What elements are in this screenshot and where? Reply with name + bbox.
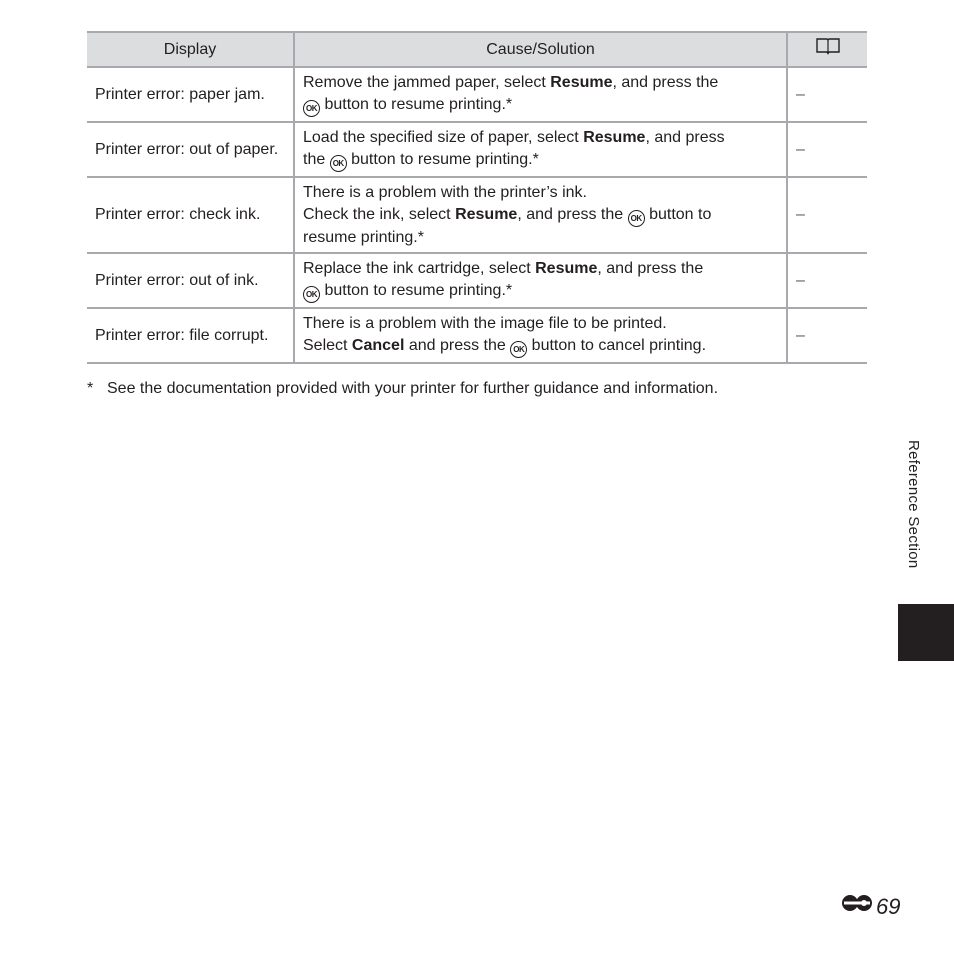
- cause-text: , and press the: [597, 260, 704, 277]
- section-side-label: Reference Section: [905, 440, 922, 569]
- cause-line: [303, 72, 778, 94]
- footnote-marker: *: [87, 380, 94, 397]
- cause-line: [303, 182, 778, 204]
- cause-text: There is a problem with the printer’s ink.: [303, 183, 587, 201]
- cause-text: , and press the: [517, 205, 628, 223]
- table-row: [87, 308, 867, 363]
- cause-text: resume printing.*: [303, 228, 424, 246]
- menu-option-label: Resume: [550, 74, 613, 91]
- book-icon: [815, 37, 841, 62]
- cause-text: , and press the: [612, 74, 719, 91]
- cause-text: Remove the jammed paper, select: [303, 74, 551, 91]
- table-row: [87, 67, 867, 122]
- cause-text: button to cancel printing.: [527, 337, 707, 354]
- header-display: Display: [87, 32, 294, 67]
- cause-text: , and press: [645, 129, 725, 146]
- cause-line: [303, 204, 778, 227]
- cause-text: button to resume printing.*: [320, 282, 513, 299]
- reference-cell: –: [787, 177, 867, 253]
- cause-text: Load the specified size of paper, select: [303, 129, 584, 146]
- cause-solution-cell: [294, 177, 787, 253]
- cause-text: and press the: [404, 337, 511, 354]
- table-header-row: [87, 32, 867, 67]
- cause-text: Check the ink, select: [303, 205, 456, 223]
- cause-line: [303, 127, 778, 149]
- display-cell: Printer error: out of ink.: [87, 253, 294, 308]
- cause-line: [303, 94, 778, 117]
- cause-text: the: [303, 151, 330, 168]
- display-cell: Printer error: file corrupt.: [87, 308, 294, 363]
- header-cause-solution: Cause/Solution: [294, 32, 787, 67]
- footnote-text: See the documentation provided with your printer for further guidance and information.: [107, 380, 719, 397]
- display-cell: Printer error: out of paper.: [87, 122, 294, 177]
- e-section-icon: [840, 892, 874, 922]
- cause-text: button to resume printing.*: [346, 151, 539, 168]
- menu-option-label: Resume: [455, 205, 518, 223]
- cause-line: [303, 313, 778, 335]
- reference-cell: –: [787, 67, 867, 122]
- table-row: [87, 177, 867, 253]
- cause-text: button to: [644, 205, 712, 223]
- reference-cell: –: [787, 253, 867, 308]
- ok-button-icon: OK: [510, 341, 527, 358]
- page-number-text: 69: [876, 894, 901, 919]
- table-row: [87, 122, 867, 177]
- reference-cell: –: [787, 122, 867, 177]
- table-row: [87, 253, 867, 308]
- printer-error-table: [87, 31, 867, 364]
- cause-text: Select: [303, 337, 352, 354]
- menu-option-label: Cancel: [351, 337, 405, 354]
- menu-option-label: Resume: [583, 129, 646, 146]
- footnote: [87, 378, 718, 400]
- cause-text: button to resume printing.*: [320, 96, 513, 113]
- menu-option-label: Resume: [535, 260, 598, 277]
- cause-line: [303, 335, 778, 358]
- cause-line: [303, 227, 778, 249]
- ok-button-icon: OK: [330, 155, 347, 172]
- page-number: [840, 892, 900, 922]
- cause-line: [303, 280, 778, 303]
- display-cell: Printer error: check ink.: [87, 177, 294, 253]
- cause-solution-cell: [294, 67, 787, 122]
- header-reference: [787, 32, 867, 67]
- cause-line: [303, 258, 778, 280]
- display-cell: Printer error: paper jam.: [87, 67, 294, 122]
- cause-solution-cell: [294, 253, 787, 308]
- cause-line: [303, 149, 778, 172]
- ok-button-icon: OK: [628, 210, 645, 227]
- section-tab-marker: [898, 604, 954, 661]
- reference-cell: –: [787, 308, 867, 363]
- ok-button-icon: OK: [303, 100, 320, 117]
- cause-text: There is a problem with the image file to be printed.: [303, 315, 667, 332]
- ok-button-icon: OK: [303, 286, 320, 303]
- cause-solution-cell: [294, 308, 787, 363]
- cause-text: Replace the ink cartridge, select: [303, 260, 536, 277]
- cause-solution-cell: [294, 122, 787, 177]
